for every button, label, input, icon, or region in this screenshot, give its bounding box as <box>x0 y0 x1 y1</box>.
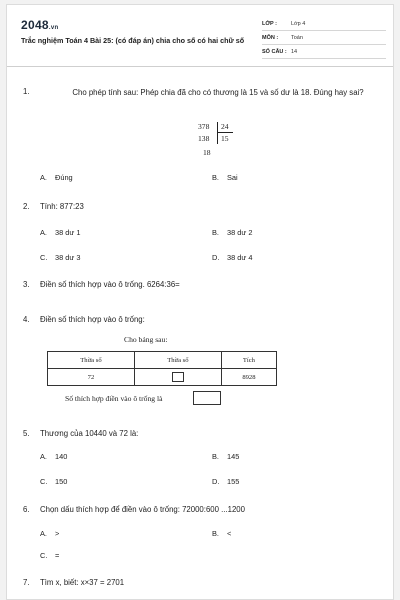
option-text: Đúng <box>55 173 73 182</box>
meta-subject-row <box>262 33 386 45</box>
logo-text: 2048 <box>21 18 49 32</box>
option-text: 140 <box>55 452 68 461</box>
division-dividend: 378 <box>198 122 210 131</box>
option-text: 38 dư 4 <box>227 253 253 262</box>
option-letter: C. <box>40 477 48 486</box>
meta-class-key: LỚP : <box>262 21 277 27</box>
question-number: 4. <box>23 315 30 324</box>
question-text: Tìm x, biết: x×37 = 2701 <box>40 578 125 587</box>
table-header-cell: Tích <box>221 352 276 369</box>
table-row <box>48 369 277 386</box>
table-cell-blank <box>134 369 221 386</box>
question-number: 6. <box>23 505 30 514</box>
question-text: Tính: 877:23 <box>40 202 84 211</box>
question-number: 3. <box>23 280 30 289</box>
option-letter: A. <box>40 452 47 461</box>
table-header-row <box>48 352 277 369</box>
meta-count-row <box>262 47 386 59</box>
question-text: Điền số thích hợp vào ô trống: <box>40 315 145 324</box>
option-letter: D. <box>212 253 220 262</box>
q2-option-c[interactable] <box>40 253 81 262</box>
meta-subject-key: MÔN : <box>262 35 279 41</box>
q5-option-b[interactable] <box>212 452 239 461</box>
question-text: Chọn dấu thích hợp để điền vào ô trống: 72000:600 ...1200 <box>40 505 245 514</box>
q5-option-d[interactable] <box>212 477 239 486</box>
answer-input-box[interactable] <box>193 391 221 405</box>
meta-subject-value: Toán <box>291 35 303 41</box>
question-text: Điền số thích hợp vào ô trống. 6264:36= <box>40 280 180 289</box>
q5-option-a[interactable] <box>40 452 67 461</box>
q1-option-a[interactable] <box>40 173 73 182</box>
option-letter: A. <box>40 173 47 182</box>
table-header-cell: Thừa số <box>48 352 135 369</box>
option-letter: C. <box>40 551 48 560</box>
table-header-cell: Thừa số <box>134 352 221 369</box>
option-letter: D. <box>212 477 220 486</box>
meta-count-value: 14 <box>291 49 298 55</box>
question-number: 5. <box>23 429 30 438</box>
fill-prompt: Số thích hợp điền vào ô trống là <box>65 394 163 403</box>
division-bar-horizontal <box>217 132 233 133</box>
q2-option-b[interactable] <box>212 228 253 237</box>
q1-option-b[interactable] <box>212 173 238 182</box>
option-letter: B. <box>212 529 219 538</box>
option-text: 38 dư 1 <box>55 228 81 237</box>
worksheet-header <box>7 5 393 67</box>
meta-class-row <box>262 19 386 31</box>
meta-class-value: Lớp 4 <box>291 21 306 27</box>
option-text: Sai <box>227 173 238 182</box>
q6-option-b[interactable] <box>212 529 231 538</box>
table-cell-product: 8928 <box>221 369 276 386</box>
option-letter: C. <box>40 253 48 262</box>
option-letter: B. <box>212 452 219 461</box>
question-text: Thương của 10440 và 72 là: <box>40 429 139 438</box>
option-letter: A. <box>40 529 47 538</box>
q5-option-c[interactable] <box>40 477 67 486</box>
question-number: 2. <box>23 202 30 211</box>
division-divisor: 24 <box>221 122 229 131</box>
logo-suffix: .vn <box>48 25 59 31</box>
site-logo[interactable] <box>21 18 58 32</box>
meta-count-key: SỐ CÂU : <box>262 49 287 55</box>
table-cell-factor: 72 <box>48 369 135 386</box>
option-text: 38 dư 3 <box>55 253 81 262</box>
q2-option-a[interactable] <box>40 228 81 237</box>
option-text: < <box>227 529 232 538</box>
division-quotient: 15 <box>221 134 229 143</box>
option-text: 150 <box>55 477 68 486</box>
worksheet-title: Trắc nghiệm Toán 4 Bài 25: (có đáp án) chia cho số có hai chữ số <box>21 36 245 45</box>
q6-option-a[interactable] <box>40 529 59 538</box>
division-bar-vertical <box>217 122 218 144</box>
worksheet-page <box>6 4 394 600</box>
option-text: 38 dư 2 <box>227 228 253 237</box>
option-text: 145 <box>227 452 240 461</box>
question-number: 7. <box>23 578 30 587</box>
question-number: 1. <box>23 87 30 96</box>
division-remainder: 18 <box>203 148 211 157</box>
option-letter: B. <box>212 173 219 182</box>
division-partial: 138 <box>198 134 210 143</box>
option-letter: A. <box>40 228 47 237</box>
product-table <box>47 351 277 386</box>
option-text: = <box>55 551 60 560</box>
q2-option-d[interactable] <box>212 253 253 262</box>
option-text: 155 <box>227 477 240 486</box>
option-text: > <box>55 529 60 538</box>
blank-input-box[interactable] <box>172 372 184 382</box>
option-letter: B. <box>212 228 219 237</box>
q6-option-c[interactable] <box>40 551 59 560</box>
table-caption: Cho bảng sau: <box>124 335 168 344</box>
question-1-text: Cho phép tính sau: Phép chia đã cho có thương là 15 và số dư là 18. Đúng hay sai? <box>72 88 364 97</box>
